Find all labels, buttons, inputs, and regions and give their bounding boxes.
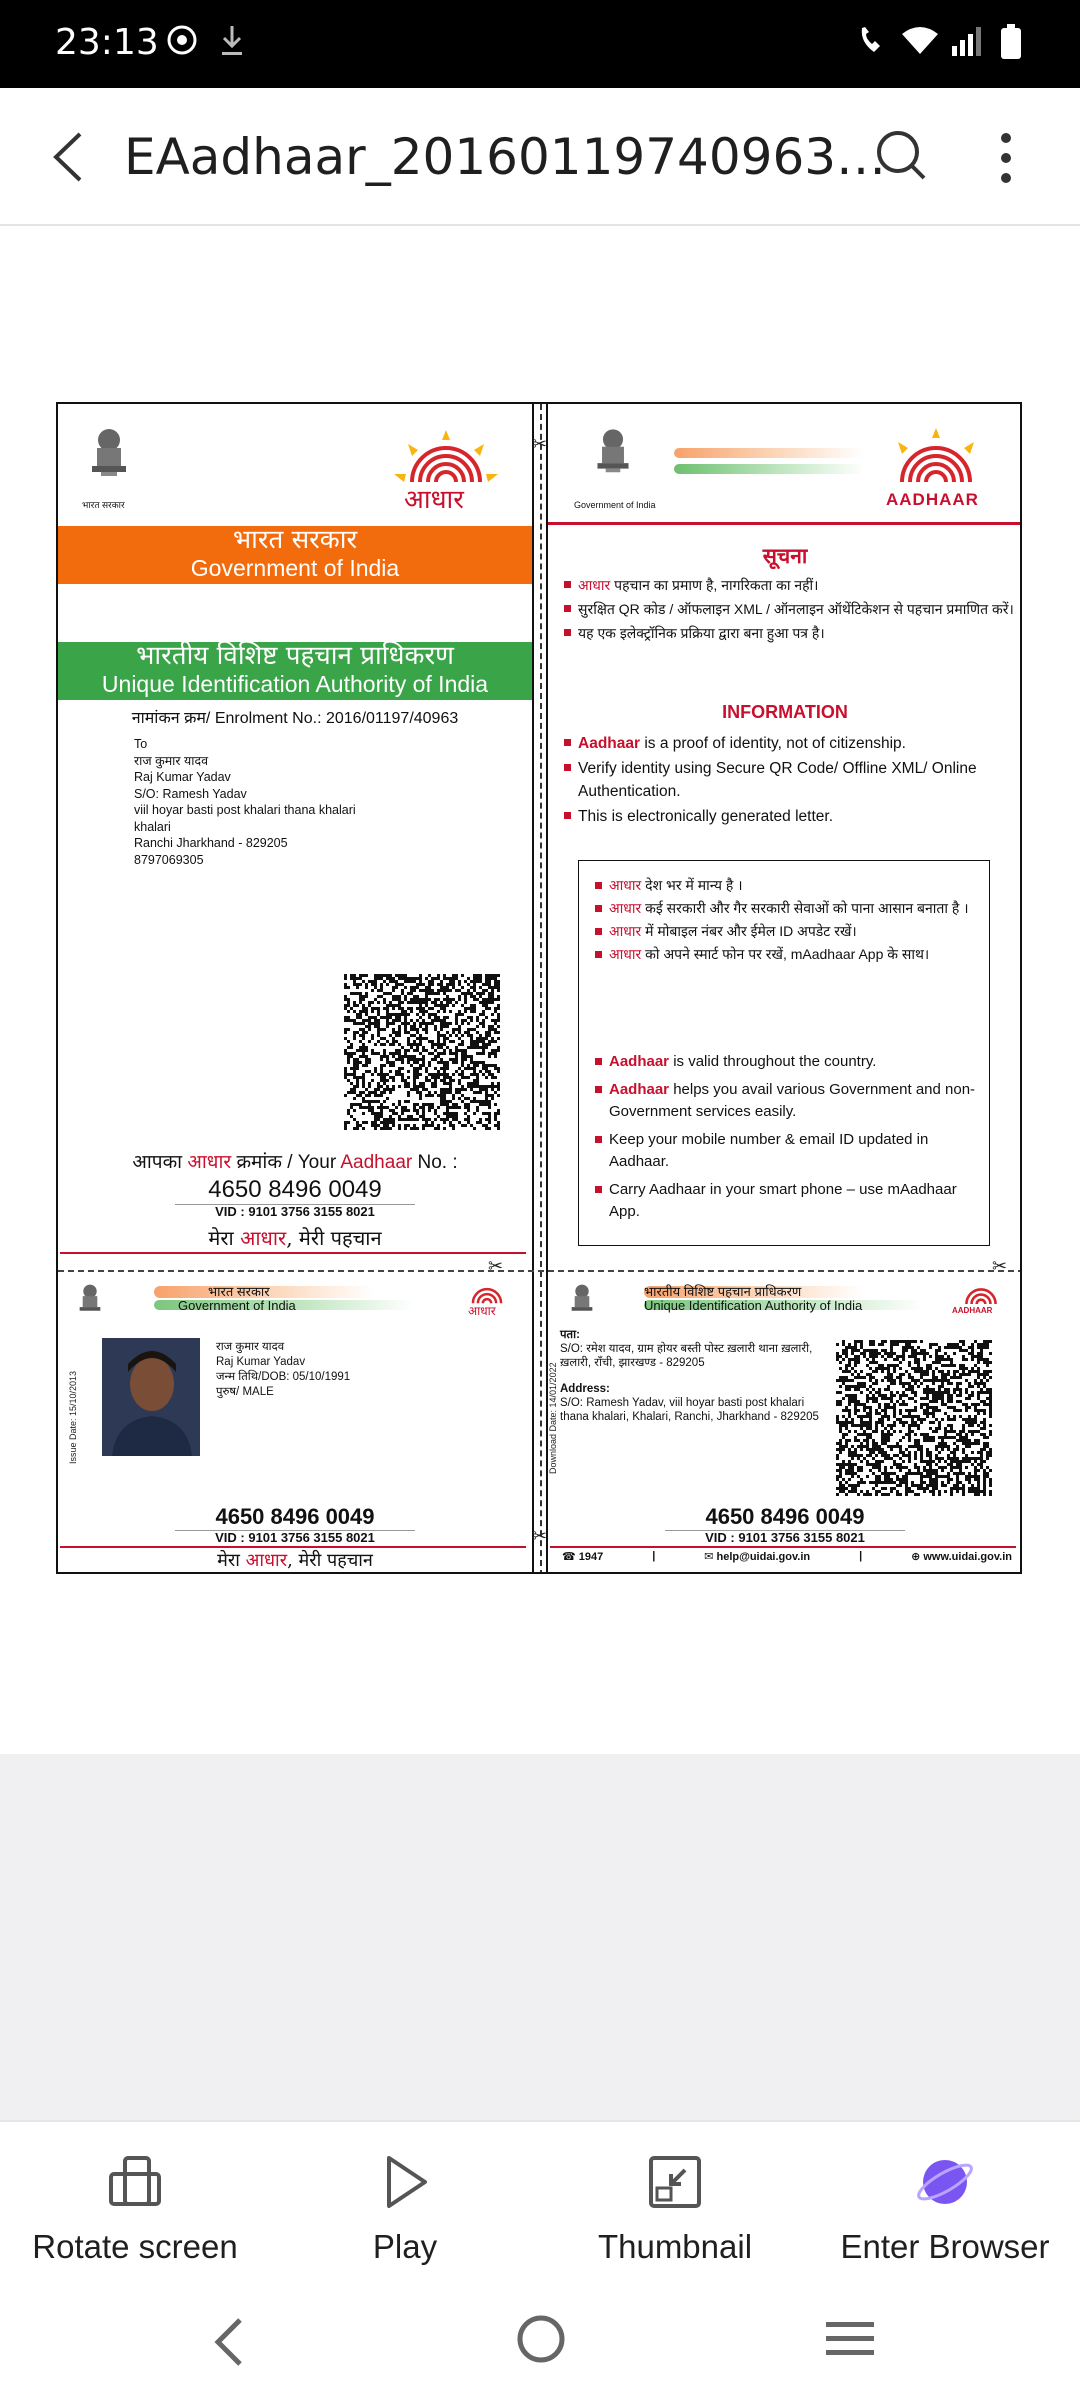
address-label-hindi: पता: [560,1329,580,1341]
qr-code [344,974,500,1130]
item-highlight: आधार [609,923,642,939]
wifi-call-icon [856,24,890,58]
government-band [58,526,532,584]
left-panel [58,404,532,1574]
thumbnail-label: Thumbnail [597,2228,753,2265]
uidai-band-hindi: भारतीय विशिष्ट पहचान प्राधिकरण [136,641,454,671]
footer-web: ⊕ www.uidai.gov.in [911,1551,1012,1563]
browser-planet-icon [915,2152,975,2212]
stub-tagline [58,1548,532,1572]
item-highlight: Aadhaar [609,1053,670,1070]
item-text: सुरक्षित QR कोड / ऑफलाइन XML / ऑनलाइन ऑथेंटिकेशन से पहचान प्रमाणित करें। [578,601,1014,617]
download-icon [218,24,246,58]
list-item [593,1079,977,1123]
scissors-icon: ✂ [532,1526,548,1546]
rotate-screen-label: Rotate screen [32,2228,238,2265]
vid-number: VID : 9101 3756 3155 8021 [215,1204,375,1219]
list-item [562,732,1014,755]
play-button[interactable] [270,2122,540,2282]
qr-code [836,1340,992,1496]
item-text: में मोबाइल नंबर और ईमेल ID अपडेट रखें। [641,923,857,939]
nav-home-button[interactable] [514,2312,568,2366]
stub-govt-english: Government of India [178,1298,296,1313]
status-time: 23:13 [55,22,159,63]
address-label-english: Address: [560,1383,610,1395]
item-text: Carry Aadhaar in your smart phone – use mAadhaar App. [609,1181,957,1220]
address-line: khalari [134,819,171,834]
information-heading: INFORMATION [722,702,848,722]
tagline-part: , मेरी पहचान [286,1226,382,1250]
national-emblem-icon [568,1282,596,1320]
tricolor-stroke [674,448,864,458]
goi-caption: Government of India [574,500,656,510]
label-part: आपका [132,1152,188,1173]
list-item [562,757,1014,803]
aadhaar-logo-icon [878,426,994,496]
holder-details [216,1340,350,1400]
website-address: www.uidai.gov.in [923,1551,1012,1563]
divider [60,1252,526,1254]
list-item [593,898,977,919]
list-item [593,944,977,965]
item-text: Verify identity using Secure QR Code/ Offline XML/ Online Authentication. [578,760,977,800]
stub-govt-ribbon [154,1284,454,1312]
thumbnail-icon [645,2152,705,2212]
stub-aadhaar-number: 4650 8496 0049 [215,1504,375,1529]
notice-heading-hindi: सूचना [762,544,808,568]
aadhaar-hindi-wordmark: आधार [404,485,464,515]
holder-address [560,1328,830,1424]
aadhaar-document [56,402,1022,1574]
label-part: No. : [412,1152,458,1173]
address-line: 8797069305 [134,852,204,867]
item-highlight: आधार [609,877,642,893]
item-text: देश भर में मान्य है । [641,877,743,893]
item-text: This is electronically generated letter. [578,808,834,825]
stub-vid-number: VID : 9101 3756 3155 8021 [705,1530,865,1545]
wifi-icon [900,24,940,58]
viewer-background [0,1754,1080,2120]
item-highlight: Aadhaar [578,735,641,752]
stub-uidai-ribbon [644,1284,954,1312]
address-english: S/O: Ramesh Yadav, viil hoyar basti post khalari thana khalari, Khalari, Ranchi, Jharkhand - 829205 [560,1397,819,1423]
national-emblem-icon [592,426,634,482]
status-bar [0,0,1080,88]
item-highlight: आधार [609,900,642,916]
national-emblem-icon [86,426,132,486]
item-text: कई सरकारी और गैर सरकारी सेवाओं को पाना आसान बनाता है । [641,900,969,916]
tagline-part: आधार [240,1226,287,1250]
address-line: S/O: Ramesh Yadav [134,786,247,801]
notice-points-hindi [562,574,1014,646]
tagline-part: मेरा [208,1226,241,1250]
uidai-band [58,642,532,700]
search-icon[interactable] [874,128,930,184]
address-hindi: S/O: रमेश यादव, ग्राम होयर बस्ती पोस्ट ख़लारी थाना ख़लारी, ख़लारी, राँची, झारखण्ड - 829205 [560,1343,813,1369]
list-item [562,598,1014,620]
document-title: EAadhaar_20160119740963… [124,128,887,186]
list-item [593,1129,977,1173]
play-icon [375,2152,435,2212]
label-part: क्रमांक / Your [231,1152,341,1173]
signal-icon [950,24,986,58]
stub-govt-hindi: भारत सरकार [208,1284,270,1299]
tricolor-stroke [674,464,864,474]
list-item [562,622,1014,644]
aadhaar-english-wordmark: AADHAAR [886,490,979,509]
divider [548,522,1022,525]
stub-vid-number: VID : 9101 3756 3155 8021 [215,1530,375,1545]
list-item [593,875,977,896]
app-bar [0,88,1080,226]
national-emblem-icon [76,1282,104,1320]
scissors-icon: ✂ [488,1256,504,1276]
box-points-hindi [593,875,977,967]
tagline-part: आधार [245,1550,288,1571]
address-line: viil hoyar basti post khalari thana khalari [134,803,356,817]
address-line: Raj Kumar Yadav [134,770,231,784]
item-text: Keep your mobile number & email ID updated in Aadhaar. [609,1131,929,1170]
label-part: आधार [187,1152,232,1173]
item-text: पहचान का प्रमाण है, नागरिकता का नहीं। [610,577,819,593]
play-label: Play [372,2228,438,2265]
item-text: helps you avail various Government and non-Government services easily. [609,1081,976,1120]
scissors-icon: ✂ [992,1256,1008,1276]
stub-uidai-hindi: भारतीय विशिष्ट पहचान प्राधिकरण [644,1284,802,1299]
govt-band-english: Government of India [190,555,400,581]
label-part: Aadhaar [340,1152,413,1173]
enter-browser-button[interactable] [810,2122,1080,2282]
item-text: is valid throughout the country. [669,1053,877,1070]
uidai-band-english: Unique Identification Authority of India [101,671,489,697]
item-highlight: आधार [609,946,642,962]
battery-icon [1000,24,1022,60]
chrome-icon [166,24,198,56]
list-item [593,1051,977,1073]
list-item [562,574,1014,596]
item-highlight: Aadhaar [609,1081,670,1098]
holder-name-english: Raj Kumar Yadav [216,1356,306,1368]
item-text: यह एक इलेक्ट्रॉनिक प्रक्रिया द्वारा बना हुआ पत्र है। [578,625,825,641]
box-points-english [593,1051,977,1225]
scissors-icon: ✂ [532,434,548,454]
tagline-part: , मेरी पहचान [287,1550,373,1571]
footer-contacts [562,1550,1012,1563]
thumbnail-button[interactable] [540,2122,810,2282]
rotate-screen-button[interactable] [0,2122,270,2282]
tagline-part: मेरा [217,1550,246,1571]
nav-recents-button[interactable] [822,2316,878,2362]
item-text: is a proof of identity, not of citizenship. [640,735,906,752]
holder-name-hindi: राज कुमार यादव [216,1341,285,1353]
list-item [562,805,1014,828]
emblem-caption: भारत सरकार [82,500,125,510]
back-button[interactable] [48,130,88,184]
cut-line-vertical [532,404,548,1574]
enrolment-number: नामांकन क्रम/ Enrolment No.: 2016/01197/40963 [131,710,459,727]
system-nav-bar [0,2280,1080,2408]
your-aadhaar-label [58,1148,532,1174]
list-item [593,921,977,942]
item-text: को अपने स्मार्ट फोन पर रखें, mAadhaar App के साथ। [641,946,930,962]
stub-uidai-english: Unique Identification Authority of India [644,1298,863,1313]
phone-number: 1947 [578,1551,604,1563]
more-options-icon[interactable] [994,130,1018,186]
email-address: help@uidai.gov.in [716,1551,811,1563]
govt-band-hindi: भारत सरकार [232,525,358,555]
download-date: Download Date: 14/01/2022 [548,1362,558,1474]
address-line: To [134,737,148,751]
rotate-icon [105,2152,165,2212]
footer-separator: | [859,1550,863,1562]
issue-date: Issue Date: 15/10/2013 [68,1370,78,1464]
right-panel [548,404,1022,1574]
recipient-address [134,736,434,868]
holder-photo [102,1338,200,1456]
item-highlight: आधार [578,577,611,593]
stub-aadhaar-number: 4650 8496 0049 [705,1504,865,1529]
aadhaar-number: 4650 8496 0049 [208,1176,382,1203]
holder-gender: पुरुष/ MALE [216,1386,274,1398]
info-box [578,860,990,1246]
footer-email: ✉ help@uidai.gov.in [704,1551,811,1563]
list-item [593,1179,977,1223]
divider [550,1546,1016,1548]
address-line: राज कुमार यादव [134,753,209,768]
bottom-toolbar [0,2120,1080,2280]
address-line: Ranchi Jharkhand - 829205 [134,836,288,850]
nav-back-button[interactable] [208,2312,248,2372]
aadhaar-hindi-wordmark: आधार [468,1304,496,1318]
aadhaar-english-wordmark: AADHAAR [952,1306,993,1315]
enter-browser-label: Enter Browser [840,2228,1050,2265]
footer-separator: | [652,1550,656,1562]
information-points [562,732,1014,830]
footer-phone: ☎ 1947 [562,1551,604,1563]
tagline [58,1224,532,1251]
holder-dob: जन्म तिथि/DOB: 05/10/1991 [216,1371,351,1383]
